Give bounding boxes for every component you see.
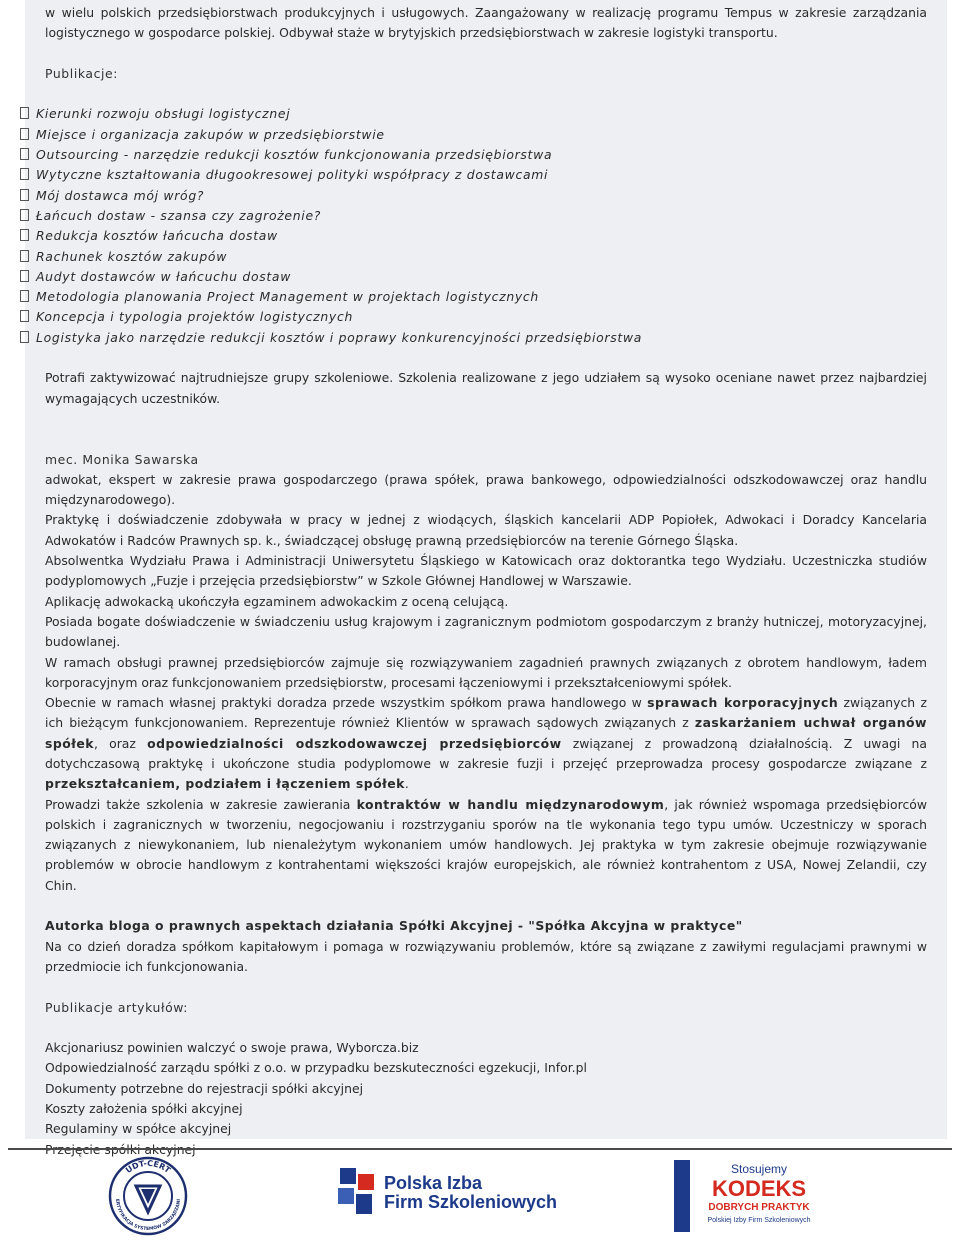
blog-heading: Autorka bloga o prawnych aspektach działania Spółki Akcyjnej - "Spółka Akcyjna w praktyce" [45,918,743,934]
intro-paragraph: w wielu polskich przedsiębiorstwach produkcyjnych i usługowych. Zaangażowany w realizację programu Tempus w zakresie zarządzania logistycznego w gospodarce polskiej. Odbywał staże w brytyjskich przedsiębiorstwach w zakresie logistyki transportu. [45,5,927,41]
kodeks-logo [674,1160,824,1232]
bold-phrase: zaskarżaniem uchwał organów spółek [45,715,927,751]
articles-heading: Publikacje artykułów: [45,999,189,1015]
list-item: Outsourcing - narzędzie redukcji kosztów funkcjonowania przedsiębiorstwa [20,145,927,165]
trainer-paragraph: W ramach obsługi prawnej przedsiębiorców zajmuje się rozwiązywaniem zagadnień prawnych związanych z obrotem handlowym, ładem korporacyjnym oraz funkcjonowaniem przedsiębiorstw, procesami łączeniowymi i przekształceniowymi spółek. [45,654,927,690]
checkbox-glyph-icon [20,250,29,262]
checkbox-glyph-icon [20,148,29,160]
svg-text:Stosujemy: Stosujemy [730,1162,788,1176]
svg-text:DOBRYCH PRAKTYK: DOBRYCH PRAKTYK [708,1202,810,1213]
article-item: Odpowiedzialność zarządu spółki z o.o. w przypadku bezskuteczności egzekucji, Infor.pl [45,1060,587,1076]
summary-paragraph: Potrafi zaktywizować najtrudniejsze grupy szkoleniowe. Szkolenia realizowane z jego udziałem są wysoko oceniane nawet przez najbardziej wymagających uczestników. [45,370,927,406]
list-item: Logistyka jako narzędzie redukcji kosztów i poprawy konkurencyjności przedsiębiorstwa [20,328,927,348]
checkbox-glyph-icon [20,168,29,180]
checkbox-glyph-icon [20,107,29,119]
pifs-wordmark: Polska Izba Firm Szkoleniowych [384,1173,558,1212]
article-item: Koszty założenia spółki akcyjnej [45,1101,243,1117]
list-item: Rachunek kosztów zakupów [20,247,927,267]
bold-phrase: przekształcaniem, podziałem i łączeniem spółek [45,776,405,792]
trainer-paragraph: Prowadzi także szkolenia w zakresie zawierania kontraktów w handlu międzynarodowym, jak również wspomaga przedsiębiorców polskich i zagranicznych w tworzeniu, negocjowaniu i rozstrzyganiu sporów na tle wykonania tego typu umów. Uczestniczy w sporach związanych z niewykonaniem, lub nienależytym wykonaniem umów handlowych. Jej praktyka w tym zakresie obejmuje rozwiązywanie problemów w obrocie handlowym z kontrahentami większości krajów europejskich, ale również kontrahentom z USA, Nowej Zelandii, czy Chin. [45,796,927,893]
trainer-paragraph: adwokat, ekspert w zakresie prawa gospodarczego (prawa spółek, prawa bankowego, odpowiedzialności odszkodowawczej oraz handlu międzynarodowego). [45,471,927,508]
svg-text:KODEKS: KODEKS [711,1176,807,1201]
document-body [36,3,927,1160]
trainer-paragraph: Praktykę i doświadczenie zdobywała w pracy w jednej z wiodących, śląskich kancelarii ADP Popiołek, Adwokaci i Doradcy Kancelaria Adwokatów i Radców Prawnych sp. k., świadczącej obsługę prawną przedsiębiorców na terenie Górnego Śląska. [45,512,927,548]
trainer-name: mec. Monika Sawarska [45,451,199,467]
trainer-paragraph: Posiada bogate doświadczenie w świadczeniu usług krajowym i zagranicznym podmiotom gospodarczym z branży hutniczej, motoryzacyjnej, budowlanej. [45,613,927,650]
article-item: Regulaminy w spółce akcyjnej [45,1121,232,1137]
publications-heading: Publikacje: [45,65,119,81]
bold-phrase: odpowiedzialności odszkodowawczej przedsiębiorców [147,735,562,751]
checkbox-glyph-icon [20,310,29,322]
svg-text:Polskiej Izby Firm Szkoleniowy: Polskiej Izby Firm Szkoleniowych [707,1217,811,1224]
bold-phrase: kontraktów w handlu międzynarodowym [356,796,665,812]
trainer-paragraph: Aplikację adwokacką ukończyła egzaminem adwokackim z oceną celującą. [45,593,509,609]
list-item: Łańcuch dostaw - szansa czy zagrożenie? [20,206,927,226]
list-item: Mój dostawca mój wróg? [20,186,927,206]
list-item: Koncepcja i typologia projektów logistycznych [20,307,927,327]
list-item: Metodologia planowania Project Management w projektach logistycznych [20,287,927,307]
trainer-paragraph: Absolwentka Wydziału Prawa i Administracji Uniwersytetu Śląskiego w Katowicach oraz doktorantka tego Wydziału. Uczestniczka studiów podyplomowych „Fuzje i przejęcia przedsiębiorstw” w Szkole Głównej Handlowej w Warszawie. [45,553,927,589]
checkbox-glyph-icon [20,209,29,221]
udt-cert-logo [108,1156,188,1236]
list-item: Wytyczne kształtowania długookresowej polityki współpracy z dostawcami [20,165,927,185]
checkbox-glyph-icon [20,290,29,302]
checkbox-glyph-icon [20,128,29,140]
svg-text:UDT-CERT: UDT-CERT [123,1158,173,1176]
list-item: Kierunki rozwoju obsługi logistycznej [20,104,927,124]
svg-text:CERTYFIKACJA SYSTEMÓW ZARZĄDZA: ERTYFIKACJA SYSTEMÓW ZARZĄDZANI [113,1198,182,1233]
list-item: Audyt dostawców w łańcuchu dostaw [20,267,927,287]
footer-logos [0,1150,960,1239]
article-item: Dokumenty potrzebne do rejestracji spółki akcyjnej [45,1080,364,1096]
checkbox-glyph-icon [20,229,29,241]
checkbox-glyph-icon [20,270,29,282]
pifs-logo [330,1164,562,1222]
checkbox-glyph-icon [20,331,29,343]
list-item: Miejsce i organizacja zakupów w przedsiębiorstwie [20,125,927,145]
blog-paragraph: Na co dzień doradza spółkom kapitałowym i pomaga w rozwiązywaniu problemów, które są związane z zawiłymi regulacjami prawnymi w przedmiocie ich funkcjonowania. [45,938,927,974]
checkbox-glyph-icon [20,189,29,201]
article-item: Akcjonariusz powinien walczyć o swoje prawa, Wyborcza.biz [45,1040,419,1056]
bold-phrase: sprawach korporacyjnych [647,695,839,711]
publications-list [20,104,927,348]
list-item: Redukcja kosztów łańcucha dostaw [20,226,927,246]
trainer-paragraph: Obecnie w ramach własnej praktyki doradza przede wszystkim spółkom prawa handlowego w sprawach korporacyjnych związanych z ich bieżącym funkcjonowaniem. Reprezentuje również Klientów w sprawach sądowych związanych z zaskarżaniem uchwał organów spółek, oraz odpowiedzialności odszkodowawczej przedsiębiorców związanej z prowadzoną działalnością. Z uwagi na dotychczasową praktykę i ukończone studia podyplomowe w zakresie fuzji i przejęć przeprowadza procesy gospodarcze związane z przekształcaniem, podziałem i łączeniem spółek. [45,695,927,792]
